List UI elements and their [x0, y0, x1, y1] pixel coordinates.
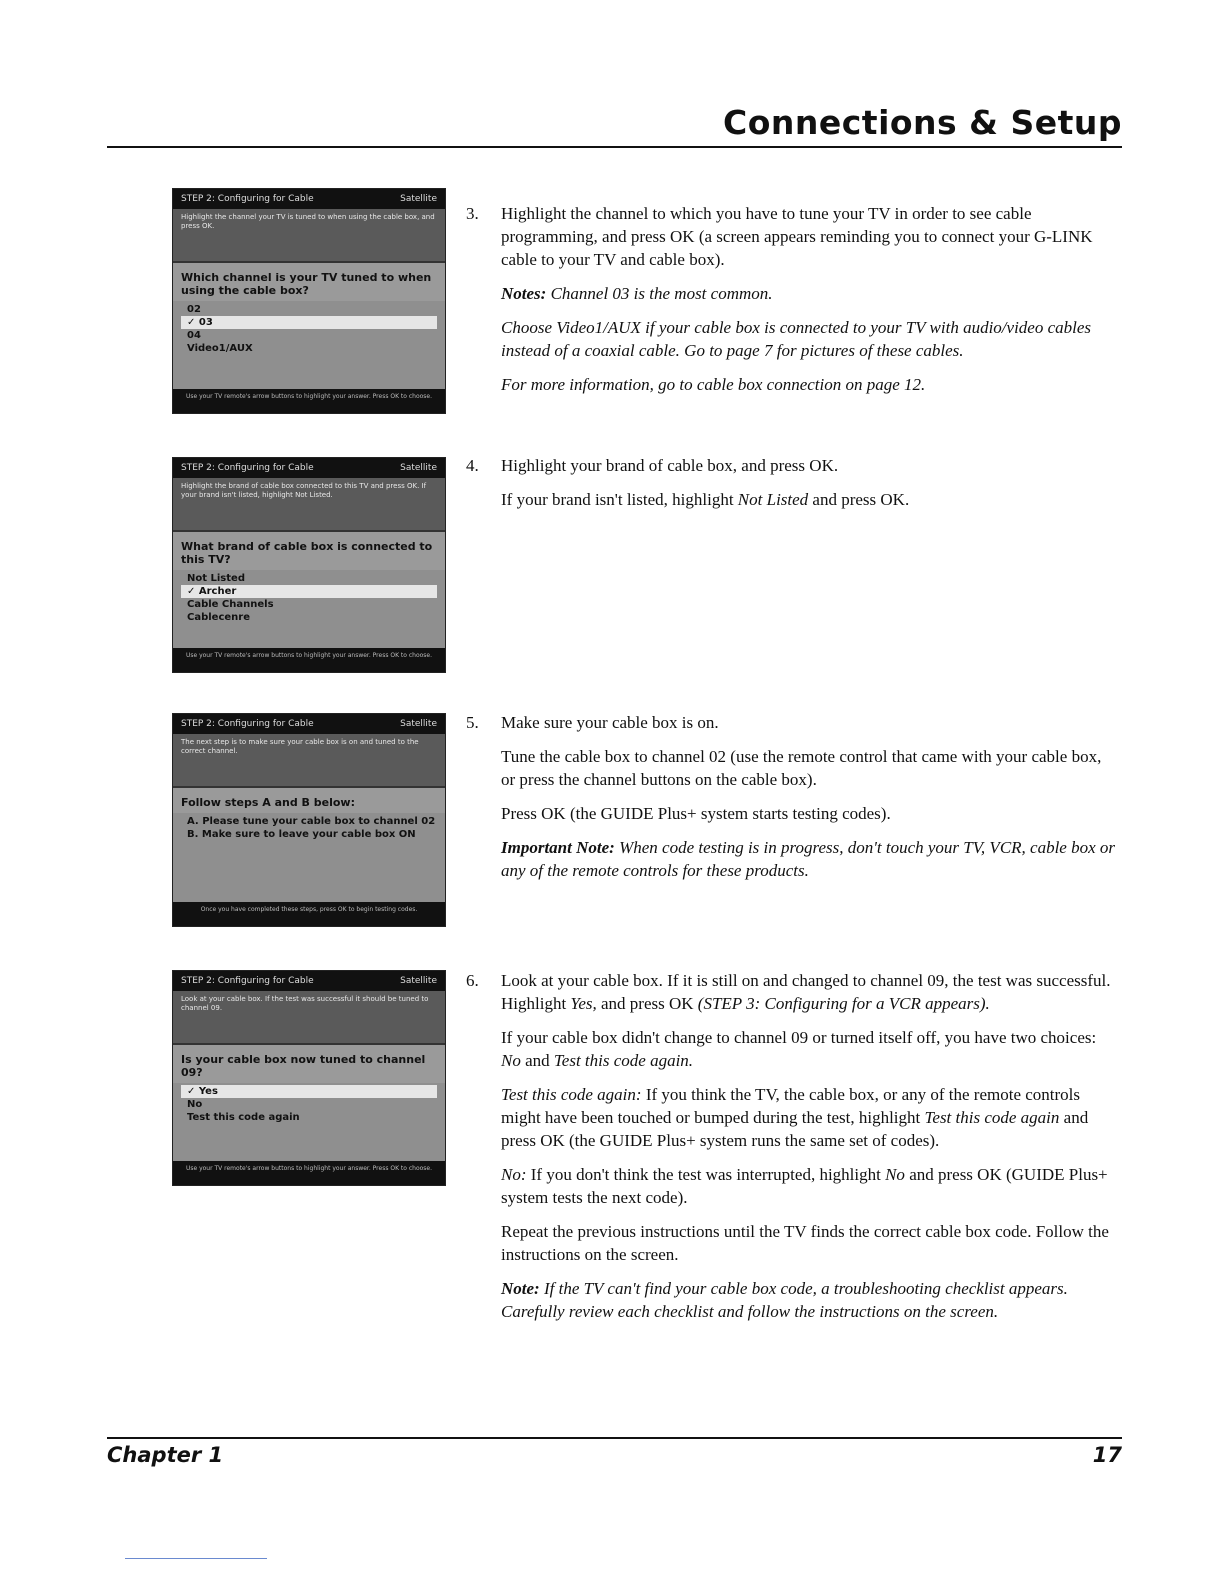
- step-6-instruction: [501, 969, 1118, 1015]
- text-italic: No: [885, 1165, 905, 1184]
- step-4: [466, 454, 1118, 522]
- screen-option: Test this code again: [187, 1112, 300, 1123]
- step-3-notes: [501, 282, 1118, 305]
- step-3-note-more-info: For more information, go to cable box connection on page 12.: [501, 375, 926, 394]
- header-rule: [107, 146, 1122, 148]
- step-6-repeat: Repeat the previous instructions until the TV finds the correct cable box code. Follow the instructions on the screen.: [501, 1222, 1109, 1264]
- note-label: Note:: [501, 1279, 540, 1298]
- text: If your cable box didn't change to channel 09 or turned itself off, you have two choices:: [501, 1028, 1097, 1047]
- text: If you don't think the test was interrupted, highlight: [530, 1165, 881, 1184]
- step-5-instruction: Make sure your cable box is on.: [501, 713, 719, 732]
- note-text: If the TV can't find your cable box code, a troubleshooting checklist appears. Carefully review each checklist and follow the instructions on the screen.: [501, 1279, 1068, 1321]
- tv-screen-test-result: [172, 970, 446, 1186]
- screen-intro: Highlight the channel your TV is tuned to when using the cable box, and press OK.: [173, 209, 445, 263]
- step-3-instruction: Highlight the channel to which you have to tune your TV in order to see cable programming, and press OK (a screen appears reminding you to connect your G-LINK cable to your TV and cable box).: [501, 204, 1093, 269]
- screen-option: Cable Channels: [187, 599, 274, 610]
- screen-question: Which channel is your TV tuned to when using the cable box?: [173, 263, 445, 301]
- step-4-not-listed: [501, 488, 1118, 511]
- screen-option: 04: [187, 330, 201, 341]
- notes-label: Notes:: [501, 284, 547, 303]
- text: and: [525, 1051, 550, 1070]
- screen-option: 02: [187, 304, 201, 315]
- screen-option: B. Make sure to leave your cable box ON: [187, 829, 416, 840]
- text: If your brand isn't listed, highlight: [501, 490, 734, 509]
- step-number: 6.: [466, 971, 479, 990]
- screen-step-title: STEP 2: Configuring for Cable: [181, 719, 314, 729]
- screen-status: Satellite: [400, 463, 437, 473]
- step-5-press-ok: Press OK (the GUIDE Plus+ system starts testing codes).: [501, 804, 891, 823]
- screen-footer: Use your TV remote's arrow buttons to highlight your answer. Press OK to choose.: [173, 389, 445, 413]
- screen-question: Follow steps A and B below:: [173, 788, 445, 813]
- bottom-underline: [125, 1558, 267, 1559]
- important-note-label: Important Note:: [501, 838, 615, 857]
- screen-question: Is your cable box now tuned to channel 09?: [173, 1045, 445, 1083]
- text-italic: No:: [501, 1165, 527, 1184]
- step-3: [466, 202, 1118, 407]
- step-3-note-video: Choose Video1/AUX if your cable box is connected to your TV with audio/video cables instead of a coaxial cable. Go to page 7 for pictures of these cables.: [501, 318, 1092, 360]
- step-number: 3.: [466, 204, 479, 223]
- screen-option: A. Please tune your cable box to channel 02: [187, 816, 436, 827]
- screen-intro: The next step is to make sure your cable box is on and tuned to the correct channel.: [173, 734, 445, 788]
- text-italic: (STEP 3: Configuring for a VCR appears).: [697, 994, 990, 1013]
- text: Look at your cable box. If it is still on and changed to channel 09, the test was successful. Highlight: [501, 971, 1111, 1013]
- step-6-choices: [501, 1026, 1118, 1072]
- screen-question: What brand of cable box is connected to this TV?: [173, 532, 445, 570]
- step-5: [466, 711, 1118, 893]
- step-6-no: [501, 1163, 1118, 1209]
- notes-text: Channel 03 is the most common.: [550, 284, 773, 303]
- text-italic: Test this code again: [924, 1108, 1060, 1127]
- screen-option-selected: ✓ 03: [181, 316, 437, 329]
- screen-option-selected: ✓ Yes: [181, 1085, 437, 1098]
- screen-footer: Once you have completed these steps, press OK to begin testing codes.: [173, 902, 445, 926]
- text-italic: Test this code again.: [553, 1051, 694, 1070]
- screen-option: Cablecenre: [187, 612, 250, 623]
- screen-intro: Highlight the brand of cable box connected to this TV and press OK. If your brand isn't listed, highlight Not Listed.: [173, 478, 445, 532]
- screen-status: Satellite: [400, 719, 437, 729]
- text: and press OK.: [812, 490, 910, 509]
- footer-rule: [107, 1437, 1122, 1439]
- important-note-text: When code testing is in progress, don't touch your TV, VCR, cable box or any of the remote controls for these products.: [501, 838, 1116, 880]
- screen-footer: Use your TV remote's arrow buttons to highlight your answer. Press OK to choose.: [173, 1161, 445, 1185]
- text: If you think the TV, the cable box, or any of the remote controls might have been touched or bumped during the test, highlight: [501, 1085, 1081, 1127]
- screen-status: Satellite: [400, 976, 437, 986]
- text-italic: Test this code again:: [501, 1085, 642, 1104]
- step-6-test-again: [501, 1083, 1118, 1152]
- text: and press OK (GUIDE Plus+ system tests the next code).: [501, 1165, 1108, 1207]
- step-6-note: [501, 1277, 1118, 1323]
- text: and press OK: [600, 994, 694, 1013]
- step-5-tune: Tune the cable box to channel 02 (use the remote control that came with your cable box, or press the channel buttons on the cable box).: [501, 747, 1102, 789]
- step-4-instruction: Highlight your brand of cable box, and press OK.: [501, 456, 839, 475]
- screen-footer: Use your TV remote's arrow buttons to highlight your answer. Press OK to choose.: [173, 648, 445, 672]
- text: and press OK (the GUIDE Plus+ system runs the same set of codes).: [501, 1108, 1089, 1150]
- text-italic: Not Listed: [737, 490, 809, 509]
- screen-option: Not Listed: [187, 573, 245, 584]
- tv-screen-brand-select: [172, 457, 446, 673]
- screen-step-title: STEP 2: Configuring for Cable: [181, 463, 314, 473]
- page-header-title: Connections & Setup: [722, 103, 1122, 142]
- screen-status: Satellite: [400, 194, 437, 204]
- tv-screen-follow-steps: [172, 713, 446, 927]
- step-number: 5.: [466, 713, 479, 732]
- text-italic: Yes,: [570, 994, 597, 1013]
- screen-intro: Look at your cable box. If the test was successful it should be tuned to channel 09.: [173, 991, 445, 1045]
- tv-screen-channel-select: [172, 188, 446, 414]
- screen-option: Video1/AUX: [187, 343, 253, 354]
- footer-chapter: Chapter 1: [107, 1443, 224, 1467]
- page-number: 17: [1092, 1443, 1122, 1467]
- screen-option-selected: ✓ Archer: [181, 585, 437, 598]
- screen-option: No: [187, 1099, 203, 1110]
- screen-step-title: STEP 2: Configuring for Cable: [181, 976, 314, 986]
- step-6: [466, 969, 1118, 1334]
- step-number: 4.: [466, 456, 479, 475]
- screen-step-title: STEP 2: Configuring for Cable: [181, 194, 314, 204]
- step-5-important-note: [501, 836, 1118, 882]
- text-italic: No: [501, 1051, 521, 1070]
